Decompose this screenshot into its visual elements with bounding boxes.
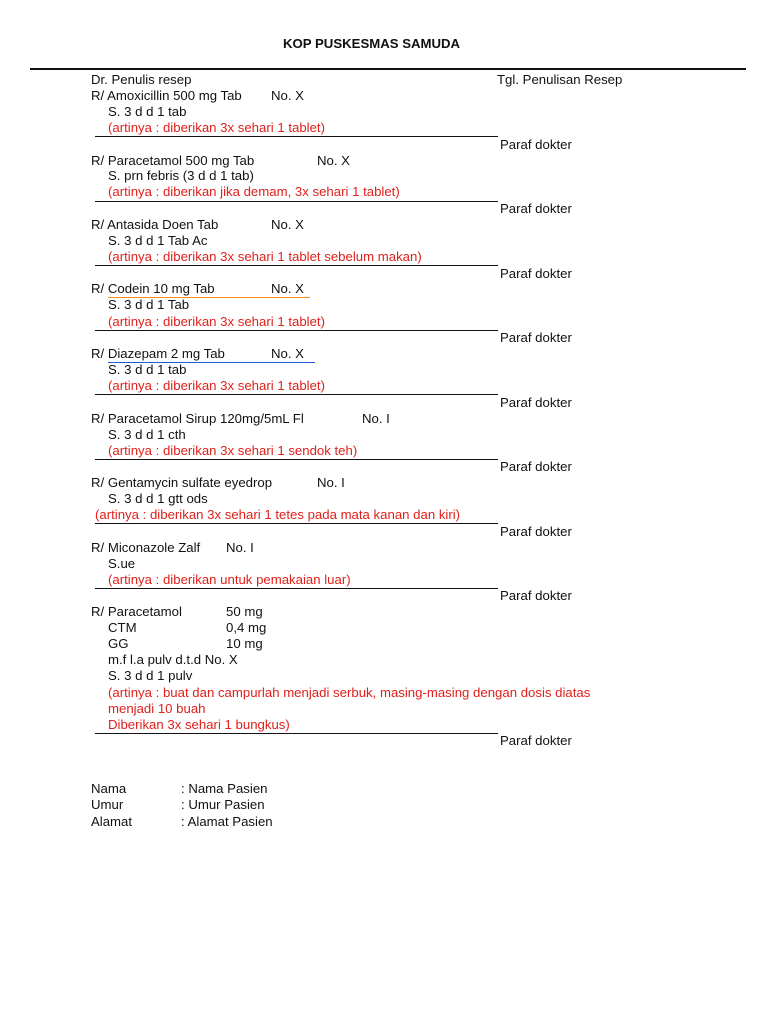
compound-gg-dose: 10 mg (226, 636, 263, 651)
rx-4-paraf: Paraf dokter (500, 330, 572, 345)
rx-1-note: (artinya : diberikan 3x sehari 1 tablet) (108, 120, 325, 135)
rx-7-note: (artinya : diberikan 3x sehari 1 tetes pada mata kanan dan kiri) (95, 507, 461, 522)
compound-note-line1: (artinya : buat dan campurlah menjadi serbuk, masing-masing dengan dosis diatas (108, 685, 591, 700)
header-rule (30, 68, 746, 70)
rx-5-signa: S. 3 d d 1 tab (108, 362, 187, 377)
compound-ctm-label: CTM (108, 620, 137, 635)
rx-8-qty: No. I (226, 540, 254, 555)
rx-3-sign-line (95, 265, 498, 266)
compound-note-line2: menjadi 10 buah (108, 701, 206, 716)
rx-8-note: (artinya : diberikan untuk pemakaian luar) (108, 572, 351, 587)
rx-1-qty: No. X (271, 88, 304, 103)
date-label: Tgl. Penulisan Resep (497, 72, 623, 87)
compound-signa: S. 3 d d 1 pulv (108, 668, 193, 683)
compound-mf: m.f l.a pulv d.t.d No. X (108, 652, 238, 667)
rx-6-signa: S. 3 d d 1 cth (108, 427, 186, 442)
rx-7-sign-line (95, 523, 498, 524)
rx-6-paraf: Paraf dokter (500, 459, 572, 474)
rx-1-sign-line (95, 136, 498, 137)
rx-3-signa: S. 3 d d 1 Tab Ac (108, 233, 208, 248)
compound-r-label: R/ Paracetamol (91, 604, 182, 619)
patient-alamat-label: Alamat (91, 814, 133, 829)
compound-paraf: Paraf dokter (500, 733, 572, 748)
rx-4-note: (artinya : diberikan 3x sehari 1 tablet) (108, 314, 325, 329)
rx-2-drug: R/ Paracetamol 500 mg Tab (91, 153, 255, 168)
rx-6-note: (artinya : diberikan 3x sehari 1 sendok teh) (108, 443, 358, 458)
rx-6-qty: No. I (362, 411, 390, 426)
compound-ctm-dose: 0,4 mg (226, 620, 267, 635)
rx-4-sign-line (95, 330, 498, 331)
rx-2-qty: No. X (317, 153, 350, 168)
doctor-label: Dr. Penulis resep (91, 72, 192, 87)
rx-4-signa: S. 3 d d 1 Tab (108, 297, 190, 312)
patient-nama-label: Nama (91, 781, 127, 796)
compound-note-line3: Diberikan 3x sehari 1 bungkus) (108, 717, 290, 732)
rx-5-paraf: Paraf dokter (500, 395, 572, 410)
rx-5-note: (artinya : diberikan 3x sehari 1 tablet) (108, 378, 325, 393)
compound-sign-line (95, 733, 498, 734)
rx-3-note: (artinya : diberikan 3x sehari 1 tablet sebelum makan) (108, 249, 422, 264)
compound-gg-label: GG (108, 636, 129, 651)
rx-5-drug: R/ Diazepam 2 mg Tab (91, 346, 225, 361)
rx-2-sign-line (95, 201, 498, 202)
rx-1-paraf: Paraf dokter (500, 137, 572, 152)
rx-3-drug: R/ Antasida Doen Tab (91, 217, 219, 232)
patient-umur-label: Umur (91, 797, 124, 812)
rx-5-sign-line (95, 394, 498, 395)
rx-2-signa: S. prn febris (3 d d 1 tab) (108, 168, 254, 183)
patient-nama-value: : Nama Pasien (181, 781, 268, 796)
page-title: KOP PUSKESMAS SAMUDA (283, 36, 461, 51)
rx-4-qty: No. X (271, 281, 304, 296)
rx-7-signa: S. 3 d d 1 gtt ods (108, 491, 208, 506)
rx-2-paraf: Paraf dokter (500, 201, 572, 216)
rx-8-signa: S.ue (108, 556, 136, 571)
rx-6-drug: R/ Paracetamol Sirup 120mg/5mL Fl (91, 411, 304, 426)
rx-8-paraf: Paraf dokter (500, 588, 572, 603)
rx-7-drug: R/ Gentamycin sulfate eyedrop (91, 475, 273, 490)
rx-8-drug: R/ Miconazole Zalf (91, 540, 201, 555)
rx-7-qty: No. I (317, 475, 345, 490)
rx-8-sign-line (95, 588, 498, 589)
patient-umur-value: : Umur Pasien (181, 797, 265, 812)
rx-4-drug: R/ Codein 10 mg Tab (91, 281, 215, 296)
rx-6-sign-line (95, 459, 498, 460)
rx-7-paraf: Paraf dokter (500, 524, 572, 539)
rx-1-drug: R/ Amoxicillin 500 mg Tab (91, 88, 242, 103)
compound-r-dose: 50 mg (226, 604, 263, 619)
rx-5-qty: No. X (271, 346, 304, 361)
patient-alamat-value: : Alamat Pasien (181, 814, 273, 829)
rx-2-note: (artinya : diberikan jika demam, 3x sehari 1 tablet) (108, 184, 400, 199)
rx-3-paraf: Paraf dokter (500, 266, 572, 281)
rx-3-qty: No. X (271, 217, 304, 232)
rx-1-signa: S. 3 d d 1 tab (108, 104, 187, 119)
